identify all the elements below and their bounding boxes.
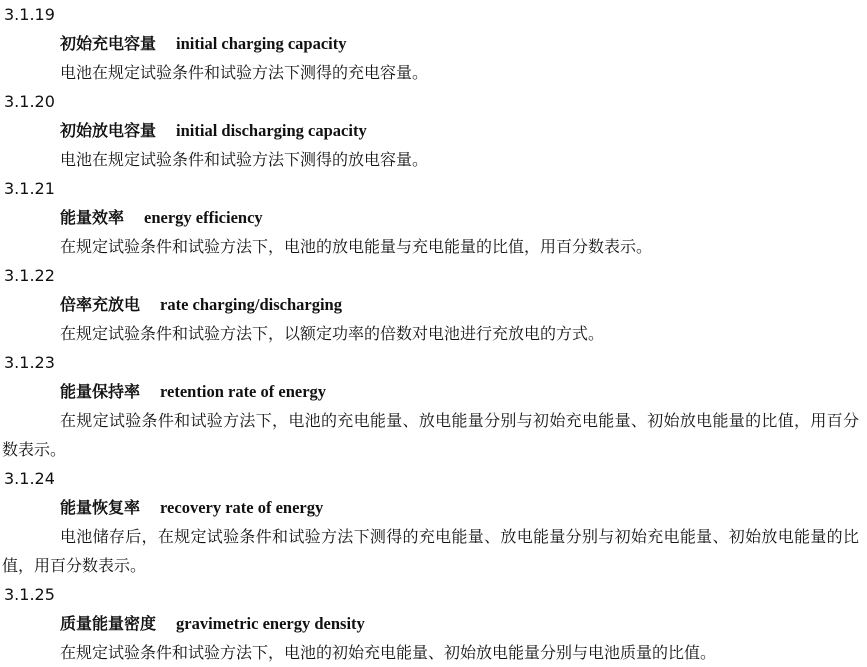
term-definition: 在规定试验条件和试验方法下，电池的放电能量与充电能量的比值，用百分数表示。 <box>60 237 653 256</box>
term-english: energy efficiency <box>144 208 263 227</box>
term-definition: 电池在规定试验条件和试验方法下测得的充电容量。 <box>60 63 429 82</box>
term-english: gravimetric energy density <box>176 614 365 633</box>
term-chinese: 初始放电容量 <box>60 121 157 140</box>
term-heading <box>0 29 867 58</box>
term-english: initial charging capacity <box>176 34 347 53</box>
term-chinese: 能量恢复率 <box>60 498 141 517</box>
term-chinese: 质量能量密度 <box>60 614 157 633</box>
term-definition: 在规定试验条件和试验方法下，以额定功率的倍数对电池进行充放电的方式。 <box>60 324 605 343</box>
term-heading <box>0 116 867 145</box>
term-definition: 电池在规定试验条件和试验方法下测得的放电容量。 <box>60 150 429 169</box>
entry-number: 3.1.20 <box>4 92 55 111</box>
term-heading <box>0 290 867 319</box>
entry-number: 3.1.19 <box>4 5 55 24</box>
term-heading <box>0 203 867 232</box>
term-entry-3-1-21 <box>0 174 867 261</box>
term-chinese: 倍率充放电 <box>60 295 141 314</box>
term-entry-3-1-25 <box>0 580 867 667</box>
term-chinese: 能量效率 <box>60 208 125 227</box>
term-entry-3-1-20 <box>0 87 867 174</box>
term-definition: 电池储存后，在规定试验条件和试验方法下测得的充电能量、放电能量分别与初始充电能量、初始放电能量的比值，用百分数表示。 <box>2 527 859 575</box>
term-chinese: 能量保持率 <box>60 382 141 401</box>
term-entry-3-1-22 <box>0 261 867 348</box>
term-english: initial discharging capacity <box>176 121 367 140</box>
term-definition: 在规定试验条件和试验方法下，电池的初始充电能量、初始放电能量分别与电池质量的比值。 <box>60 643 717 662</box>
term-english: recovery rate of energy <box>160 498 324 517</box>
term-entry-3-1-24 <box>0 464 867 580</box>
entry-number: 3.1.25 <box>4 585 55 604</box>
entry-number: 3.1.22 <box>4 266 55 285</box>
term-heading <box>0 609 867 638</box>
term-heading <box>0 493 867 522</box>
term-definition: 在规定试验条件和试验方法下，电池的充电能量、放电能量分别与初始充电能量、初始放电能量的比值，用百分数表示。 <box>2 411 859 459</box>
term-entry-3-1-23 <box>0 348 867 464</box>
term-chinese: 初始充电容量 <box>60 34 157 53</box>
entry-number: 3.1.21 <box>4 179 55 198</box>
term-english: retention rate of energy <box>160 382 327 401</box>
term-english: rate charging/discharging <box>160 295 342 314</box>
term-heading <box>0 377 867 406</box>
entry-number: 3.1.23 <box>4 353 55 372</box>
entry-number: 3.1.24 <box>4 469 55 488</box>
term-entry-3-1-19 <box>0 0 867 87</box>
